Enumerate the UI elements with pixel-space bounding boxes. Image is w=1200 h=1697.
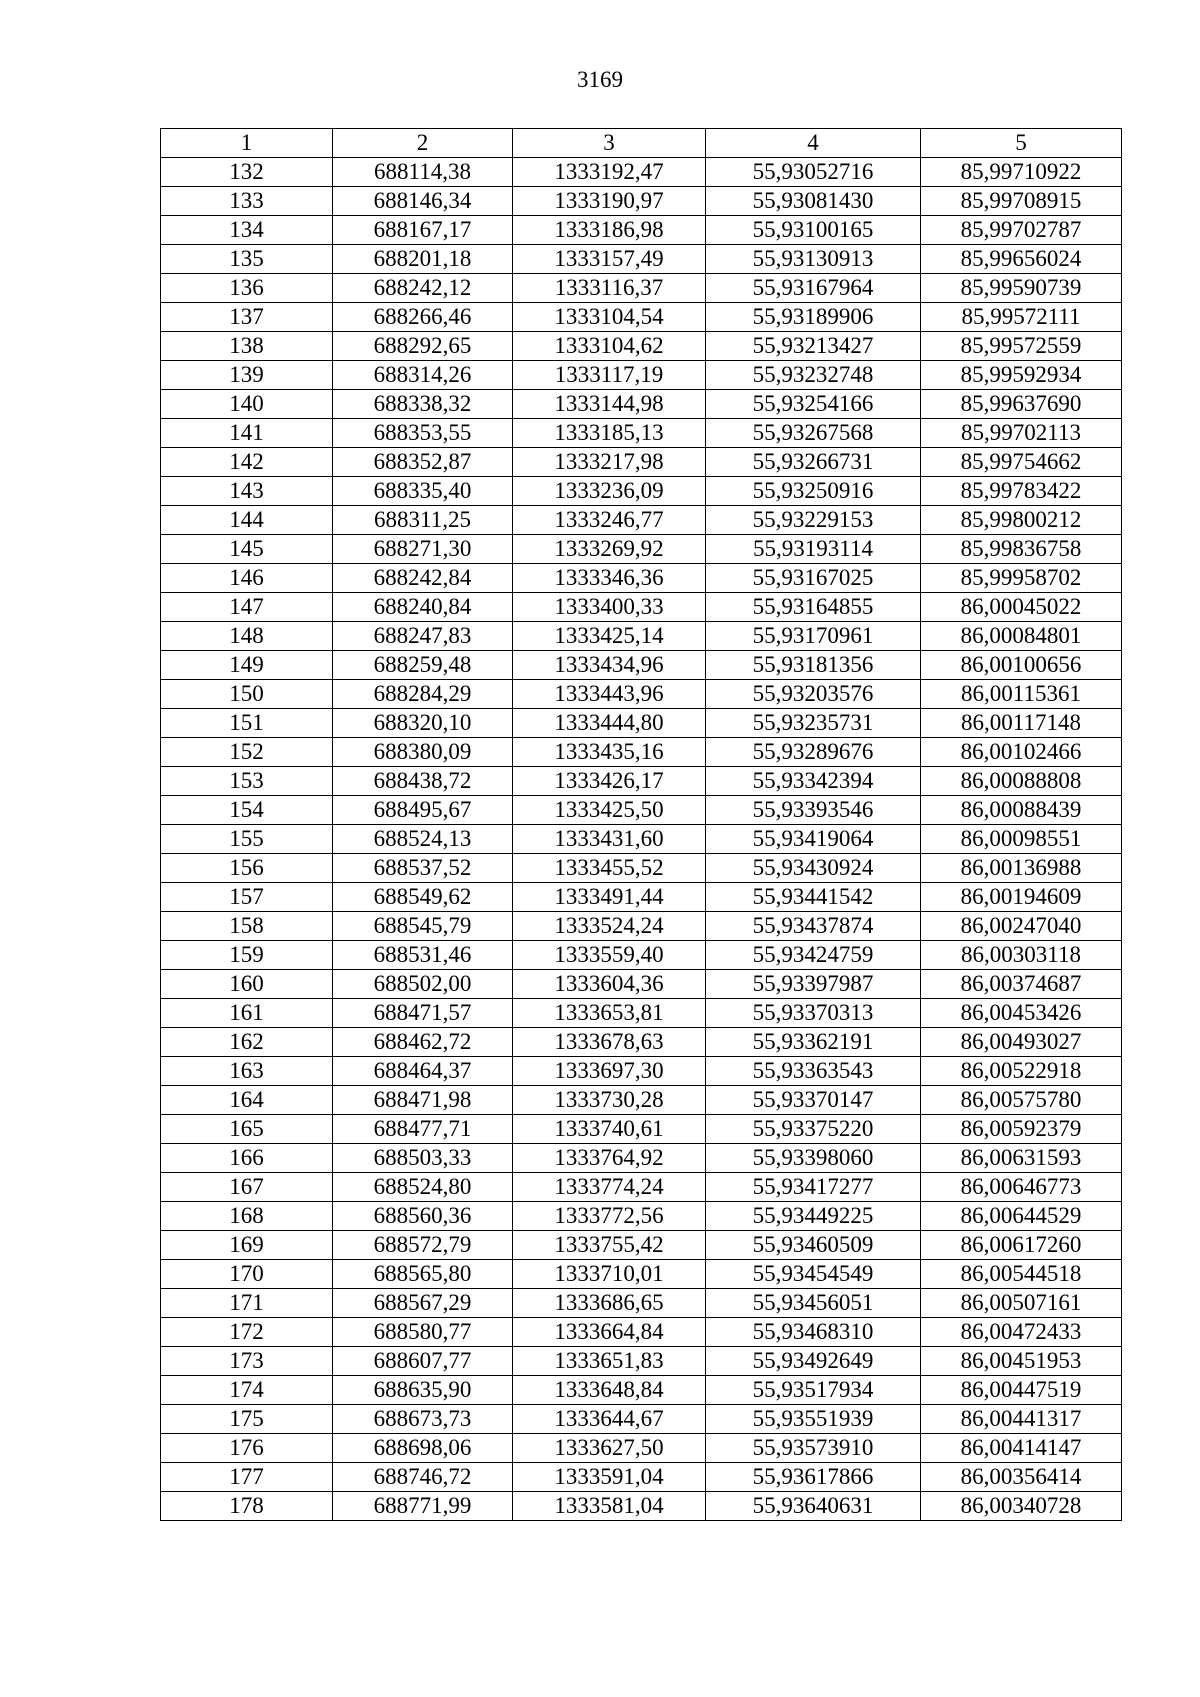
table-row xyxy=(161,245,1122,274)
table-cell: 688292,65 xyxy=(333,332,513,361)
table-row xyxy=(161,1231,1122,1260)
table-cell: 1333425,50 xyxy=(513,796,706,825)
table-cell: 156 xyxy=(161,854,333,883)
table-cell: 55,93081430 xyxy=(706,187,921,216)
table-cell: 688746,72 xyxy=(333,1463,513,1492)
table-cell: 169 xyxy=(161,1231,333,1260)
table-cell: 134 xyxy=(161,216,333,245)
table-cell: 55,93213427 xyxy=(706,332,921,361)
table-cell: 85,99783422 xyxy=(921,477,1122,506)
header-cell: 2 xyxy=(333,129,513,158)
table-cell: 138 xyxy=(161,332,333,361)
table-cell: 55,93430924 xyxy=(706,854,921,883)
table-cell: 1333697,30 xyxy=(513,1057,706,1086)
table-cell: 147 xyxy=(161,593,333,622)
table-cell: 1333730,28 xyxy=(513,1086,706,1115)
table-cell: 161 xyxy=(161,999,333,1028)
table-row xyxy=(161,651,1122,680)
table-cell: 688524,13 xyxy=(333,825,513,854)
table-row xyxy=(161,767,1122,796)
table-cell: 55,93468310 xyxy=(706,1318,921,1347)
table-cell: 1333491,44 xyxy=(513,883,706,912)
table-cell: 86,00617260 xyxy=(921,1231,1122,1260)
table-cell: 688495,67 xyxy=(333,796,513,825)
table-cell: 86,00522918 xyxy=(921,1057,1122,1086)
table-cell: 86,00045022 xyxy=(921,593,1122,622)
coordinates-table xyxy=(160,128,1122,1521)
table-row xyxy=(161,274,1122,303)
header-cell: 4 xyxy=(706,129,921,158)
table-cell: 1333444,80 xyxy=(513,709,706,738)
table-cell: 1333581,04 xyxy=(513,1492,706,1521)
table-cell: 688242,84 xyxy=(333,564,513,593)
table-row xyxy=(161,361,1122,390)
table-row xyxy=(161,970,1122,999)
table-cell: 688352,87 xyxy=(333,448,513,477)
table-row xyxy=(161,477,1122,506)
table-cell: 153 xyxy=(161,767,333,796)
table-cell: 86,00453426 xyxy=(921,999,1122,1028)
table-cell: 688247,83 xyxy=(333,622,513,651)
table-cell: 688567,29 xyxy=(333,1289,513,1318)
table-cell: 132 xyxy=(161,158,333,187)
table-cell: 688503,33 xyxy=(333,1144,513,1173)
table-cell: 166 xyxy=(161,1144,333,1173)
table-row xyxy=(161,564,1122,593)
table-cell: 55,93164855 xyxy=(706,593,921,622)
table-cell: 135 xyxy=(161,245,333,274)
table-cell: 86,00115361 xyxy=(921,680,1122,709)
table-header xyxy=(161,129,1122,158)
table-row xyxy=(161,883,1122,912)
table-row xyxy=(161,1086,1122,1115)
table-cell: 1333116,37 xyxy=(513,274,706,303)
table-cell: 133 xyxy=(161,187,333,216)
table-cell: 55,93267568 xyxy=(706,419,921,448)
table-cell: 86,00441317 xyxy=(921,1405,1122,1434)
header-cell: 5 xyxy=(921,129,1122,158)
table-row xyxy=(161,303,1122,332)
table-cell: 163 xyxy=(161,1057,333,1086)
table-cell: 86,00247040 xyxy=(921,912,1122,941)
table-cell: 86,00098551 xyxy=(921,825,1122,854)
table-cell: 55,93167025 xyxy=(706,564,921,593)
table-cell: 86,00303118 xyxy=(921,941,1122,970)
table-cell: 178 xyxy=(161,1492,333,1521)
table-cell: 55,93551939 xyxy=(706,1405,921,1434)
table-cell: 85,99572559 xyxy=(921,332,1122,361)
table-cell: 688502,00 xyxy=(333,970,513,999)
table-cell: 1333190,97 xyxy=(513,187,706,216)
table-row xyxy=(161,1144,1122,1173)
header-cell: 1 xyxy=(161,129,333,158)
table-cell: 55,93573910 xyxy=(706,1434,921,1463)
table-cell: 688565,80 xyxy=(333,1260,513,1289)
table-cell: 688580,77 xyxy=(333,1318,513,1347)
table-cell: 55,93189906 xyxy=(706,303,921,332)
table-cell: 137 xyxy=(161,303,333,332)
table-cell: 86,00084801 xyxy=(921,622,1122,651)
table-cell: 55,93363543 xyxy=(706,1057,921,1086)
table-cell: 143 xyxy=(161,477,333,506)
table-cell: 55,93266731 xyxy=(706,448,921,477)
table-cell: 1333117,19 xyxy=(513,361,706,390)
table-cell: 164 xyxy=(161,1086,333,1115)
table-cell: 688462,72 xyxy=(333,1028,513,1057)
table-cell: 85,99637690 xyxy=(921,390,1122,419)
table-cell: 86,00088439 xyxy=(921,796,1122,825)
table-row xyxy=(161,448,1122,477)
table-cell: 85,99710922 xyxy=(921,158,1122,187)
table-cell: 1333104,62 xyxy=(513,332,706,361)
table-cell: 1333236,09 xyxy=(513,477,706,506)
table-row xyxy=(161,1115,1122,1144)
table-cell: 688380,09 xyxy=(333,738,513,767)
table-cell: 177 xyxy=(161,1463,333,1492)
table-row xyxy=(161,1347,1122,1376)
table-cell: 688338,32 xyxy=(333,390,513,419)
table-cell: 85,99836758 xyxy=(921,535,1122,564)
table-cell: 85,99656024 xyxy=(921,245,1122,274)
table-row xyxy=(161,158,1122,187)
table-cell: 55,93052716 xyxy=(706,158,921,187)
table-cell: 688320,10 xyxy=(333,709,513,738)
table-cell: 86,00340728 xyxy=(921,1492,1122,1521)
table-cell: 55,93235731 xyxy=(706,709,921,738)
table-cell: 688477,71 xyxy=(333,1115,513,1144)
table-cell: 688537,52 xyxy=(333,854,513,883)
table-cell: 151 xyxy=(161,709,333,738)
table-cell: 688531,46 xyxy=(333,941,513,970)
table-cell: 688464,37 xyxy=(333,1057,513,1086)
table-cell: 86,00544518 xyxy=(921,1260,1122,1289)
table-cell: 86,00088808 xyxy=(921,767,1122,796)
table-row xyxy=(161,535,1122,564)
table-cell: 55,93617866 xyxy=(706,1463,921,1492)
table-cell: 688607,77 xyxy=(333,1347,513,1376)
table-row xyxy=(161,709,1122,738)
table-cell: 1333455,52 xyxy=(513,854,706,883)
table-cell: 55,93393546 xyxy=(706,796,921,825)
table-body xyxy=(161,158,1122,1521)
table-cell: 86,00472433 xyxy=(921,1318,1122,1347)
table-row xyxy=(161,419,1122,448)
table-cell: 150 xyxy=(161,680,333,709)
table-cell: 688771,99 xyxy=(333,1492,513,1521)
table-cell: 154 xyxy=(161,796,333,825)
header-row xyxy=(161,129,1122,158)
table-cell: 86,00102466 xyxy=(921,738,1122,767)
table-cell: 86,00644529 xyxy=(921,1202,1122,1231)
table-cell: 688471,98 xyxy=(333,1086,513,1115)
table-cell: 1333664,84 xyxy=(513,1318,706,1347)
table-cell: 1333426,17 xyxy=(513,767,706,796)
table-cell: 55,93460509 xyxy=(706,1231,921,1260)
table-cell: 1333772,56 xyxy=(513,1202,706,1231)
table-cell: 1333435,16 xyxy=(513,738,706,767)
table-cell: 688673,73 xyxy=(333,1405,513,1434)
table-cell: 688698,06 xyxy=(333,1434,513,1463)
table-row xyxy=(161,1202,1122,1231)
table-cell: 1333627,50 xyxy=(513,1434,706,1463)
table-cell: 1333651,83 xyxy=(513,1347,706,1376)
table-cell: 148 xyxy=(161,622,333,651)
table-cell: 176 xyxy=(161,1434,333,1463)
table-cell: 86,00356414 xyxy=(921,1463,1122,1492)
table-cell: 688635,90 xyxy=(333,1376,513,1405)
table-cell: 55,93254166 xyxy=(706,390,921,419)
table-row xyxy=(161,912,1122,941)
table-cell: 55,93170961 xyxy=(706,622,921,651)
table-row xyxy=(161,1492,1122,1521)
table-row xyxy=(161,187,1122,216)
table-row xyxy=(161,825,1122,854)
table-cell: 55,93398060 xyxy=(706,1144,921,1173)
table-row xyxy=(161,1463,1122,1492)
table-row xyxy=(161,593,1122,622)
table-cell: 1333431,60 xyxy=(513,825,706,854)
table-cell: 688240,84 xyxy=(333,593,513,622)
table-cell: 86,00136988 xyxy=(921,854,1122,883)
table-cell: 86,00100656 xyxy=(921,651,1122,680)
table-cell: 1333648,84 xyxy=(513,1376,706,1405)
table-cell: 55,93375220 xyxy=(706,1115,921,1144)
table-row xyxy=(161,999,1122,1028)
table-row xyxy=(161,738,1122,767)
table-row xyxy=(161,390,1122,419)
table-cell: 55,93456051 xyxy=(706,1289,921,1318)
table-cell: 688259,48 xyxy=(333,651,513,680)
table-cell: 85,99572111 xyxy=(921,303,1122,332)
table-cell: 155 xyxy=(161,825,333,854)
table-cell: 55,93289676 xyxy=(706,738,921,767)
table-cell: 1333346,36 xyxy=(513,564,706,593)
table-cell: 85,99592934 xyxy=(921,361,1122,390)
table-cell: 55,93492649 xyxy=(706,1347,921,1376)
table-cell: 144 xyxy=(161,506,333,535)
table-cell: 172 xyxy=(161,1318,333,1347)
table-row xyxy=(161,506,1122,535)
table-cell: 85,99800212 xyxy=(921,506,1122,535)
table-cell: 688335,40 xyxy=(333,477,513,506)
table-row xyxy=(161,1289,1122,1318)
table-cell: 688471,57 xyxy=(333,999,513,1028)
table-cell: 86,00451953 xyxy=(921,1347,1122,1376)
table-cell: 1333559,40 xyxy=(513,941,706,970)
table-cell: 1333710,01 xyxy=(513,1260,706,1289)
table-cell: 688549,62 xyxy=(333,883,513,912)
table-cell: 85,99708915 xyxy=(921,187,1122,216)
table-cell: 55,93441542 xyxy=(706,883,921,912)
table-cell: 1333644,67 xyxy=(513,1405,706,1434)
table-cell: 162 xyxy=(161,1028,333,1057)
table-cell: 145 xyxy=(161,535,333,564)
table-row xyxy=(161,622,1122,651)
table-row xyxy=(161,941,1122,970)
table-cell: 55,93424759 xyxy=(706,941,921,970)
table-cell: 55,93342394 xyxy=(706,767,921,796)
table-cell: 688545,79 xyxy=(333,912,513,941)
table-cell: 55,93193114 xyxy=(706,535,921,564)
table-cell: 55,93517934 xyxy=(706,1376,921,1405)
table-cell: 86,00575780 xyxy=(921,1086,1122,1115)
table-cell: 1333774,24 xyxy=(513,1173,706,1202)
table-cell: 688572,79 xyxy=(333,1231,513,1260)
table-cell: 1333755,42 xyxy=(513,1231,706,1260)
table-cell: 55,93362191 xyxy=(706,1028,921,1057)
table-cell: 1333434,96 xyxy=(513,651,706,680)
table-cell: 55,93437874 xyxy=(706,912,921,941)
page-number: 3169 xyxy=(577,67,623,92)
table-row xyxy=(161,1260,1122,1289)
table-cell: 55,93232748 xyxy=(706,361,921,390)
table-cell: 55,93640631 xyxy=(706,1492,921,1521)
table-cell: 55,93203576 xyxy=(706,680,921,709)
table-cell: 157 xyxy=(161,883,333,912)
table-cell: 140 xyxy=(161,390,333,419)
table-cell: 85,99702113 xyxy=(921,419,1122,448)
table-cell: 136 xyxy=(161,274,333,303)
table-cell: 1333217,98 xyxy=(513,448,706,477)
table-row xyxy=(161,854,1122,883)
table-row xyxy=(161,1173,1122,1202)
table-cell: 86,00592379 xyxy=(921,1115,1122,1144)
table-cell: 85,99958702 xyxy=(921,564,1122,593)
table-row xyxy=(161,796,1122,825)
table-cell: 1333686,65 xyxy=(513,1289,706,1318)
table-cell: 86,00117148 xyxy=(921,709,1122,738)
table-cell: 1333192,47 xyxy=(513,158,706,187)
table-row xyxy=(161,1405,1122,1434)
table-cell: 688353,55 xyxy=(333,419,513,448)
table-cell: 158 xyxy=(161,912,333,941)
table-row xyxy=(161,680,1122,709)
table-cell: 688146,34 xyxy=(333,187,513,216)
table-cell: 55,93370313 xyxy=(706,999,921,1028)
table-row xyxy=(161,1434,1122,1463)
table-cell: 688266,46 xyxy=(333,303,513,332)
table-cell: 175 xyxy=(161,1405,333,1434)
table-cell: 170 xyxy=(161,1260,333,1289)
table-cell: 1333764,92 xyxy=(513,1144,706,1173)
table-cell: 165 xyxy=(161,1115,333,1144)
table-cell: 688524,80 xyxy=(333,1173,513,1202)
table-cell: 688560,36 xyxy=(333,1202,513,1231)
table-cell: 86,00646773 xyxy=(921,1173,1122,1202)
table-cell: 85,99702787 xyxy=(921,216,1122,245)
table-cell: 55,93181356 xyxy=(706,651,921,680)
table-cell: 142 xyxy=(161,448,333,477)
table-cell: 1333443,96 xyxy=(513,680,706,709)
table-cell: 1333157,49 xyxy=(513,245,706,274)
table-cell: 86,00414147 xyxy=(921,1434,1122,1463)
table-cell: 1333678,63 xyxy=(513,1028,706,1057)
table-cell: 1333400,33 xyxy=(513,593,706,622)
table-cell: 1333524,24 xyxy=(513,912,706,941)
table-cell: 55,93130913 xyxy=(706,245,921,274)
table-cell: 55,93250916 xyxy=(706,477,921,506)
table-cell: 688314,26 xyxy=(333,361,513,390)
table-row xyxy=(161,1057,1122,1086)
table-cell: 174 xyxy=(161,1376,333,1405)
table-cell: 1333104,54 xyxy=(513,303,706,332)
table-cell: 55,93100165 xyxy=(706,216,921,245)
table-row xyxy=(161,1028,1122,1057)
table-cell: 86,00493027 xyxy=(921,1028,1122,1057)
table-cell: 173 xyxy=(161,1347,333,1376)
table-cell: 55,93229153 xyxy=(706,506,921,535)
table-cell: 55,93397987 xyxy=(706,970,921,999)
table-cell: 86,00631593 xyxy=(921,1144,1122,1173)
table-cell: 1333425,14 xyxy=(513,622,706,651)
table-cell: 139 xyxy=(161,361,333,390)
table-row xyxy=(161,1376,1122,1405)
table-cell: 86,00507161 xyxy=(921,1289,1122,1318)
table-cell: 1333186,98 xyxy=(513,216,706,245)
table-cell: 1333185,13 xyxy=(513,419,706,448)
table-cell: 1333653,81 xyxy=(513,999,706,1028)
table-cell: 86,00447519 xyxy=(921,1376,1122,1405)
table-cell: 168 xyxy=(161,1202,333,1231)
table-cell: 55,93449225 xyxy=(706,1202,921,1231)
table-cell: 688311,25 xyxy=(333,506,513,535)
table-cell: 159 xyxy=(161,941,333,970)
table-cell: 85,99590739 xyxy=(921,274,1122,303)
table-cell: 85,99754662 xyxy=(921,448,1122,477)
table-cell: 1333246,77 xyxy=(513,506,706,535)
table-cell: 55,93167964 xyxy=(706,274,921,303)
table-row xyxy=(161,216,1122,245)
table-cell: 86,00374687 xyxy=(921,970,1122,999)
table-cell: 688438,72 xyxy=(333,767,513,796)
table-cell: 1333269,92 xyxy=(513,535,706,564)
table-cell: 1333144,98 xyxy=(513,390,706,419)
table-cell: 146 xyxy=(161,564,333,593)
table-cell: 171 xyxy=(161,1289,333,1318)
table-cell: 160 xyxy=(161,970,333,999)
table-cell: 55,93419064 xyxy=(706,825,921,854)
table-cell: 55,93417277 xyxy=(706,1173,921,1202)
table-cell: 55,93454549 xyxy=(706,1260,921,1289)
header-cell: 3 xyxy=(513,129,706,158)
table-cell: 1333591,04 xyxy=(513,1463,706,1492)
table-cell: 688114,38 xyxy=(333,158,513,187)
table-cell: 688201,18 xyxy=(333,245,513,274)
table-cell: 688167,17 xyxy=(333,216,513,245)
table-cell: 1333604,36 xyxy=(513,970,706,999)
table-row xyxy=(161,332,1122,361)
table-cell: 86,00194609 xyxy=(921,883,1122,912)
table-cell: 149 xyxy=(161,651,333,680)
table-cell: 688271,30 xyxy=(333,535,513,564)
table-cell: 141 xyxy=(161,419,333,448)
table-cell: 167 xyxy=(161,1173,333,1202)
table-cell: 152 xyxy=(161,738,333,767)
table-cell: 55,93370147 xyxy=(706,1086,921,1115)
table-row xyxy=(161,1318,1122,1347)
table-cell: 688284,29 xyxy=(333,680,513,709)
table-cell: 688242,12 xyxy=(333,274,513,303)
table-cell: 1333740,61 xyxy=(513,1115,706,1144)
